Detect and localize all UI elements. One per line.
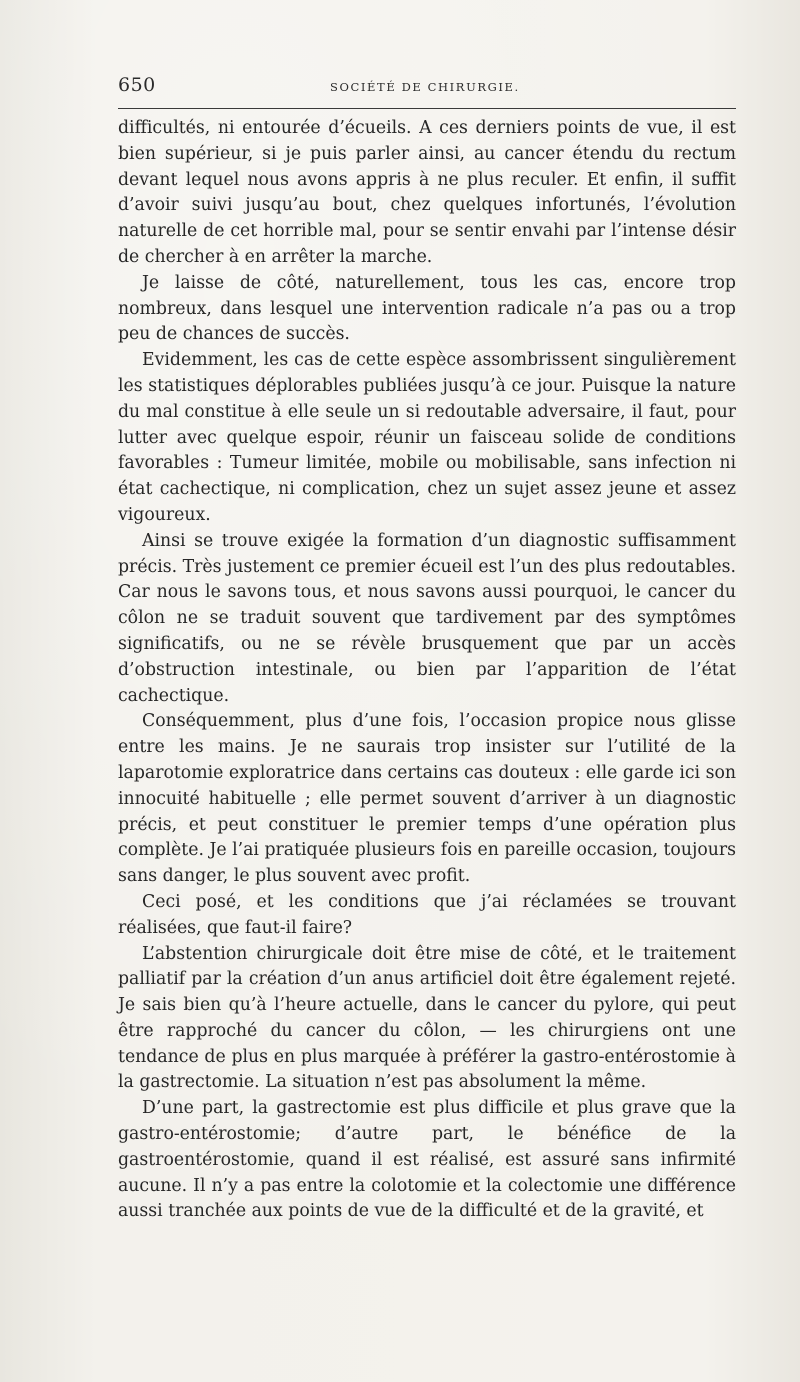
running-title: SOCIÉTÉ DE CHIRURGIE. — [330, 80, 520, 94]
paragraph: Je laisse de côté, naturellement, tous les cas, encore trop nombreux, dans lesquel une intervention radicale n’a pas ou a trop peu de chances de succès. — [118, 272, 736, 345]
paragraph: Ceci posé, et les conditions que j’ai réclamées se trouvant réalisées, que faut-il faire? — [118, 891, 736, 938]
page-header — [118, 74, 736, 104]
paragraph: D’une part, la gastrectomie est plus difficile et plus grave que la gastro-entérostomie; d’autre part, le bénéfice de la gastroentérostomie, quand il est réalisé, est assuré sans infirmité aucune. Il n’y a pas entre la colotomie et la colectomie une différence aussi tranchée aux points de vue de la difficulté et de la gravité, et — [118, 1098, 736, 1222]
paragraph: L’abstention chirurgicale doit être mise de côté, et le traitement palliatif par la création d’un anus artificiel doit être également rejeté. Je sais bien qu’à l’heure actuelle, dans le cancer du pylore, qui peut être rapproché du cancer du côlon, — les chirurgiens ont une tendance de plus en plus marquée à préférer la gastro-entérostomie à la gastrectomie. La situation n’est pas absolument la même. — [118, 943, 736, 1093]
paragraph: Conséquemment, plus d’une fois, l’occasion propice nous glisse entre les mains. Je ne saurais trop insister sur l’utilité de la laparotomie exploratrice dans certains cas douteux : elle garde ici son innocuité habituelle ; elle permet souvent d’arriver à un diagnostic précis, et peut constituer le premier temps d’une opération plus complète. Je l’ai pratiquée plusieurs fois en pareille occasion, toujours sans danger, le plus souvent avec profit. — [118, 711, 736, 887]
paragraph: Evidemment, les cas de cette espèce assombrissent singulièrement les statistiques déplorables publiées jusqu’à ce jour. Puisque la nature du mal constitue à elle seule un si redoutable adversaire, il faut, pour lutter avec quelque espoir, réunir un faisceau solide de conditions favorables : Tumeur limitée, mobile ou mobilisable, sans infection ni état cachectique, ni complication, chez un sujet assez jeune et assez vigoureux. — [118, 350, 736, 525]
page-number: 650 — [118, 74, 156, 96]
body-text — [118, 116, 736, 1225]
paragraph: Ainsi se trouve exigée la formation d’un diagnostic suffisamment précis. Très justement ce premier écueil est l’un des plus redoutables. Car nous le savons tous, et nous savons aussi pourquoi, le cancer du côlon ne se traduit souvent que tardivement par des symptômes significatifs, ou ne se révèle brusquement que par un accès d’obstruction intestinale, ou bien par l’apparition de l’état cachectique. — [118, 530, 736, 706]
paragraph: difficultés, ni entourée d’écueils. A ces derniers points de vue, il est bien supérieur, si je puis parler ainsi, au cancer étendu du rectum devant lequel nous avons appris à ne plus reculer. Et enfin, il suffit d’avoir suivi jusqu’au bout, chez quelques infortunés, l’évolution naturelle de cet horrible mal, pour se sentir envahi par l’intense désir de chercher à en arrêter la marche. — [118, 118, 736, 267]
header-rule — [118, 108, 736, 109]
